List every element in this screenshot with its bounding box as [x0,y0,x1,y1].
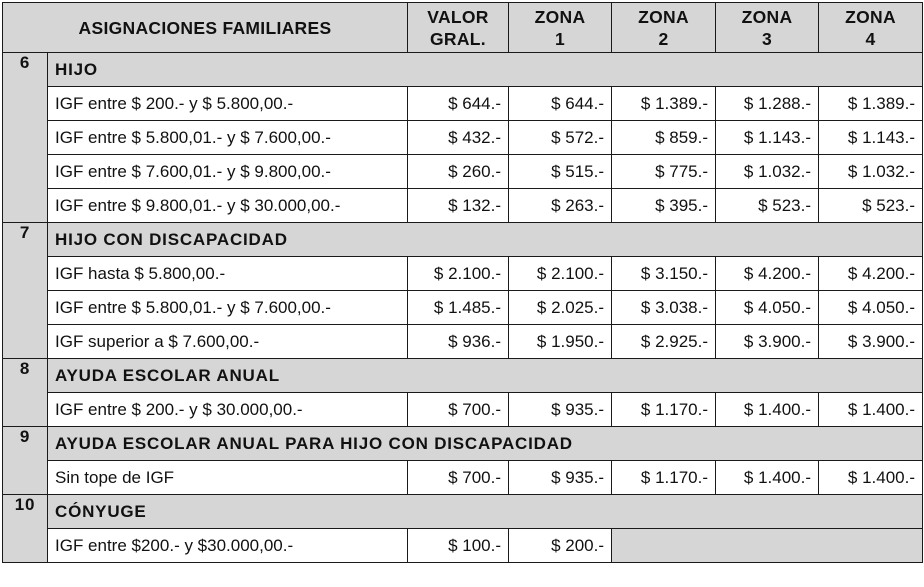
table-row [3,291,923,325]
value-cell: $ 572.- [509,121,612,155]
header-col-zona-1 [509,3,612,53]
row-description: IGF entre $ 9.800,01.- y $ 30.000,00.- [48,189,408,223]
value-cell: $ 1.032.- [716,155,819,189]
value-cell: $ 2.925.- [612,325,716,359]
header-col-zona-3 [716,3,819,53]
table-row [3,87,923,121]
header-col-line2: 4 [865,28,876,49]
value-cell: $ 4.050.- [716,291,819,325]
header-row [3,3,923,53]
value-cell: $ 1.170.- [612,393,716,427]
value-cell: $ 700.- [408,393,509,427]
value-cell: $ 700.- [408,461,509,495]
header-col-line2: 1 [554,28,566,49]
value-cell: $ 1.485.- [408,291,509,325]
header-col-line2: GRAL. [430,28,486,49]
value-cell: $ 523.- [716,189,819,223]
value-cell: $ 935.- [509,393,612,427]
header-col-line1: ZONA [534,6,586,27]
header-col-line1: ZONA [741,6,793,27]
value-cell: $ 132.- [408,189,509,223]
value-cell: $ 644.- [509,87,612,121]
table-row [3,461,923,495]
row-description: IGF entre $ 5.800,01.- y $ 7.600,00.- [48,291,408,325]
value-cell: $ 523.- [819,189,923,223]
value-cell: $ 100.- [408,529,509,563]
section-title: HIJO CON DISCAPACIDAD [48,223,923,257]
value-cell: $ 3.038.- [612,291,716,325]
section-number: 6 [3,53,48,223]
value-cell: $ 1.032.- [819,155,923,189]
value-cell: $ 935.- [509,461,612,495]
header-col-line1: ZONA [845,6,896,27]
section-title: AYUDA ESCOLAR ANUAL PARA HIJO CON DISCAPACIDAD [48,427,923,461]
value-cell: $ 1.400.- [716,461,819,495]
value-cell: $ 859.- [612,121,716,155]
section-row [3,427,923,461]
table-row [3,189,923,223]
value-cell: $ 260.- [408,155,509,189]
value-cell: $ 1.389.- [819,87,923,121]
row-description: IGF superior a $ 7.600,00.- [48,325,408,359]
value-cell: $ 2.100.- [408,257,509,291]
value-cell: $ 4.050.- [819,291,923,325]
value-cell: $ 515.- [509,155,612,189]
value-cell: $ 3.150.- [612,257,716,291]
header-col-line1: VALOR [427,6,489,27]
section-title: CÓNYUGE [48,495,923,529]
section-row [3,359,923,393]
header-col-line1: ZONA [638,6,689,27]
header-col-line2: 2 [658,28,669,49]
table-row [3,393,923,427]
value-cell: $ 200.- [509,529,612,563]
section-number: 8 [3,359,48,427]
table-row [3,155,923,189]
header-title: ASIGNACIONES FAMILIARES [3,3,408,53]
row-description: IGF entre $ 5.800,01.- y $ 7.600,00.- [48,121,408,155]
value-cell: $ 432.- [408,121,509,155]
value-cell: $ 1.288.- [716,87,819,121]
header-col-zona-2 [612,3,716,53]
section-row [3,223,923,257]
section-row [3,53,923,87]
header-col-valor-gral [408,3,509,53]
section-number: 9 [3,427,48,495]
value-cell: $ 936.- [408,325,509,359]
row-description: IGF hasta $ 5.800,00.- [48,257,408,291]
value-cell: $ 1.400.- [819,461,923,495]
value-cell: $ 1.400.- [819,393,923,427]
value-cell: $ 1.950.- [509,325,612,359]
row-description: Sin tope de IGF [48,461,408,495]
table-row [3,529,923,563]
table-row [3,121,923,155]
value-cell: $ 1.170.- [612,461,716,495]
table-row [3,257,923,291]
section-title: HIJO [48,53,923,87]
empty-cell [612,529,923,563]
section-number: 10 [3,495,48,563]
value-cell: $ 2.100.- [509,257,612,291]
asignaciones-table [2,2,923,563]
section-number: 7 [3,223,48,359]
value-cell: $ 1.389.- [612,87,716,121]
table-body [3,53,923,563]
row-description: IGF entre $ 200.- y $ 30.000,00.- [48,393,408,427]
section-row [3,495,923,529]
value-cell: $ 4.200.- [716,257,819,291]
value-cell: $ 263.- [509,189,612,223]
section-title: AYUDA ESCOLAR ANUAL [48,359,923,393]
table-row [3,325,923,359]
header-col-line2: 3 [761,28,773,49]
value-cell: $ 775.- [612,155,716,189]
value-cell: $ 395.- [612,189,716,223]
value-cell: $ 3.900.- [716,325,819,359]
row-description: IGF entre $ 7.600,01.- y $ 9.800,00.- [48,155,408,189]
row-description: IGF entre $200.- y $30.000,00.- [48,529,408,563]
value-cell: $ 1.143.- [716,121,819,155]
value-cell: $ 4.200.- [819,257,923,291]
value-cell: $ 3.900.- [819,325,923,359]
value-cell: $ 2.025.- [509,291,612,325]
value-cell: $ 1.143.- [819,121,923,155]
value-cell: $ 644.- [408,87,509,121]
header-col-zona-4 [819,3,923,53]
row-description: IGF entre $ 200.- y $ 5.800,00.- [48,87,408,121]
value-cell: $ 1.400.- [716,393,819,427]
